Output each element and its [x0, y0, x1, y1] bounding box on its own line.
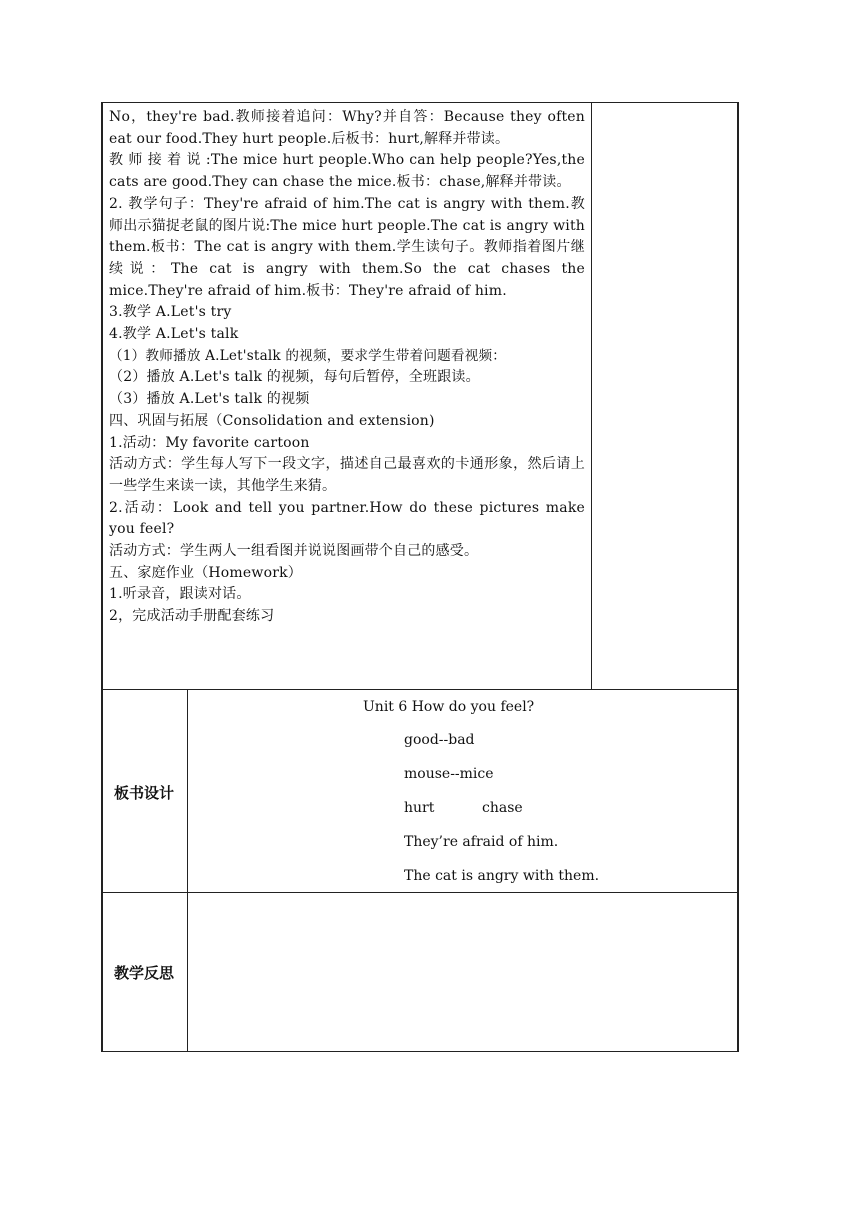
- row-divider-1: [101, 689, 739, 690]
- board-design-label: 板书设计: [113, 784, 174, 802]
- paragraph: 1.活动：My favorite cartoon: [109, 434, 310, 451]
- paragraph: 2.活动：Look and tell you partner.How do these pictures make you feel?: [109, 499, 585, 538]
- board-line-mouse-mice: mouse--mice: [404, 766, 494, 782]
- row-divider-2: [101, 892, 739, 893]
- lesson-procedure-text: [109, 107, 585, 628]
- paragraph: 活动方式：学生两人一组看图并说说图画带个自己的感受。: [109, 543, 479, 560]
- paragraph: 4.教学 A.Let's talk: [109, 326, 239, 343]
- paragraph: 1.听录音，跟读对话。: [109, 586, 251, 603]
- paragraph: 2，完成活动手册配套练习: [109, 608, 275, 625]
- board-line-good-bad: good--bad: [404, 732, 475, 748]
- paragraph: （3）播放 A.Let's talk 的视频: [109, 391, 310, 408]
- board-title: Unit 6 How do you feel?: [363, 699, 535, 715]
- label-column-divider: [187, 689, 188, 1052]
- table-top-border: [101, 102, 739, 103]
- paragraph: （2）播放 A.Let's talk 的视频，每句后暂停，全班跟读。: [109, 369, 480, 386]
- paragraph: No，they're bad.教师接着追问：Why?并自答：Because they often eat our food.They hurt people.后板书：hurt,解释并带读。: [109, 109, 585, 147]
- paragraph: （1）教师播放 A.Let'stalk 的视频，要求学生带着问题看视频：: [109, 347, 507, 364]
- board-word-hurt: hurt: [404, 800, 435, 816]
- content-column-divider: [591, 102, 592, 690]
- board-line-angry: The cat is angry with them.: [404, 868, 600, 884]
- paragraph: 2. 教学句子：They're afraid of him.The cat is angry with them.教师出示猫捉老鼠的图片说:The mice hurt people.The cat is angry with them.板书：The cat is angry with them.学生读句子。教师指着图片继续说：The cat is angry with them.So the cat chases the mice.They're afraid of him.板书：They're afraid of him.: [109, 195, 585, 299]
- paragraph: 五、家庭作业（Homework）: [109, 564, 302, 581]
- table-bottom-border: [101, 1051, 739, 1052]
- table-left-border: [101, 102, 103, 1052]
- paragraph: 教 师 接 着 说 :The mice hurt people.Who can help people?Yes,the cats are good.They can chase the mice.板书：chase,解释并带读。: [109, 152, 585, 191]
- board-line-afraid: They’re afraid of him.: [404, 834, 559, 850]
- paragraph: 四、巩固与拓展（Consolidation and extension): [109, 412, 435, 429]
- reflection-label: 教学反思: [113, 964, 174, 982]
- board-word-chase: chase: [482, 800, 523, 816]
- paragraph: 3.教学 A.Let's try: [109, 304, 232, 321]
- table-right-border: [737, 102, 739, 1052]
- paragraph: 活动方式：学生每人写下一段文字，描述自己最喜欢的卡通形象，然后请上一些学生来读一读，其他学生来猜。: [109, 456, 585, 494]
